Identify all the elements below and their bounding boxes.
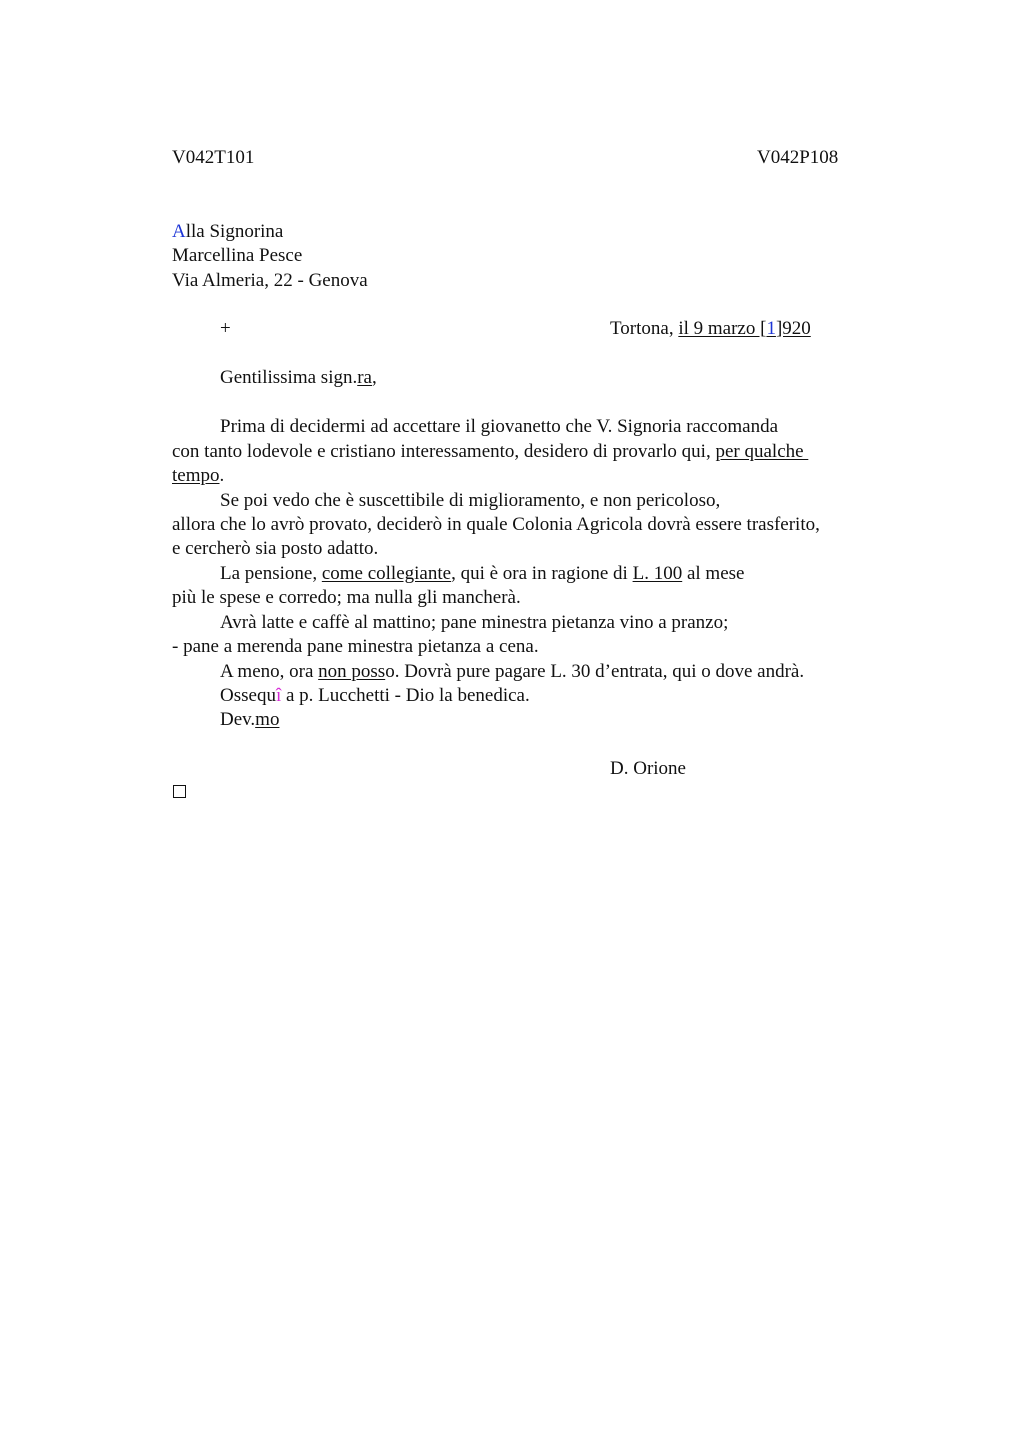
address-initial: A xyxy=(172,221,186,242)
body-line: - pane a merenda pane minestra pietanza a cena. xyxy=(172,636,539,657)
address-street: Via Almeria, 22 - Genova xyxy=(172,270,368,291)
date: il 9 marzo [1]920 xyxy=(678,318,811,339)
address-recipient-title xyxy=(172,220,283,244)
body-line: più le spese e corredo; ma nulla gli mancherà. xyxy=(172,587,521,608)
body-line: Ossequî a p. Lucchetti - Dio la benedica. xyxy=(220,685,530,706)
place-date xyxy=(610,317,811,341)
underlined-amount: L. 100 xyxy=(632,563,683,584)
underlined-phrase: tempo xyxy=(172,465,220,486)
closing-suffix: mo xyxy=(255,709,280,730)
body-line: Se poi vedo che è suscettibile di miglioramento, e non pericoloso, xyxy=(220,490,721,511)
body-line: Prima di decidermi ad accettare il giovanetto che V. Signoria raccomanda xyxy=(220,416,779,437)
body-line: La pensione, come collegiante, qui è ora in ragione di L. 100 al mese xyxy=(220,563,745,584)
body-line: allora che lo avrò provato, deciderò in quale Colonia Agricola dovrà essere trasferito, xyxy=(172,514,820,535)
underlined-phrase: non poss xyxy=(318,661,386,682)
address-title-rest: lla Signorina xyxy=(185,221,284,242)
date-editorial-digit: 1 xyxy=(766,318,776,339)
body-line: con tanto lodevole e cristiano interessamento, desidero di provarlo qui, per qualche xyxy=(172,441,809,462)
salutation-suffix: ra xyxy=(357,367,372,388)
body-line: tempo. xyxy=(172,465,225,486)
body-line: e cercherò sia posto adatto. xyxy=(172,538,379,559)
archive-code-left: V042T101 xyxy=(172,147,255,168)
archive-code-right: V042P108 xyxy=(757,147,839,168)
signature: D. Orione xyxy=(610,758,686,779)
place: Tortona, xyxy=(610,318,679,339)
address-recipient-name: Marcellina Pesce xyxy=(172,245,303,266)
cross-mark: + xyxy=(220,318,231,339)
underlined-phrase: per qualche xyxy=(715,441,809,462)
underlined-phrase: come collegiante xyxy=(321,563,452,584)
closing: Dev.mo xyxy=(220,709,280,730)
body-line: Avrà latte e caffè al mattino; pane minestra pietanza vino a pranzo; xyxy=(220,612,729,633)
body-line: A meno, ora non posso. Dovrà pure pagare L. 30 d’entrata, qui o dove andrà. xyxy=(220,661,805,682)
end-marker-box xyxy=(173,785,186,798)
editorial-mark: î xyxy=(275,685,282,706)
salutation: Gentilissima sign.ra, xyxy=(220,367,377,388)
